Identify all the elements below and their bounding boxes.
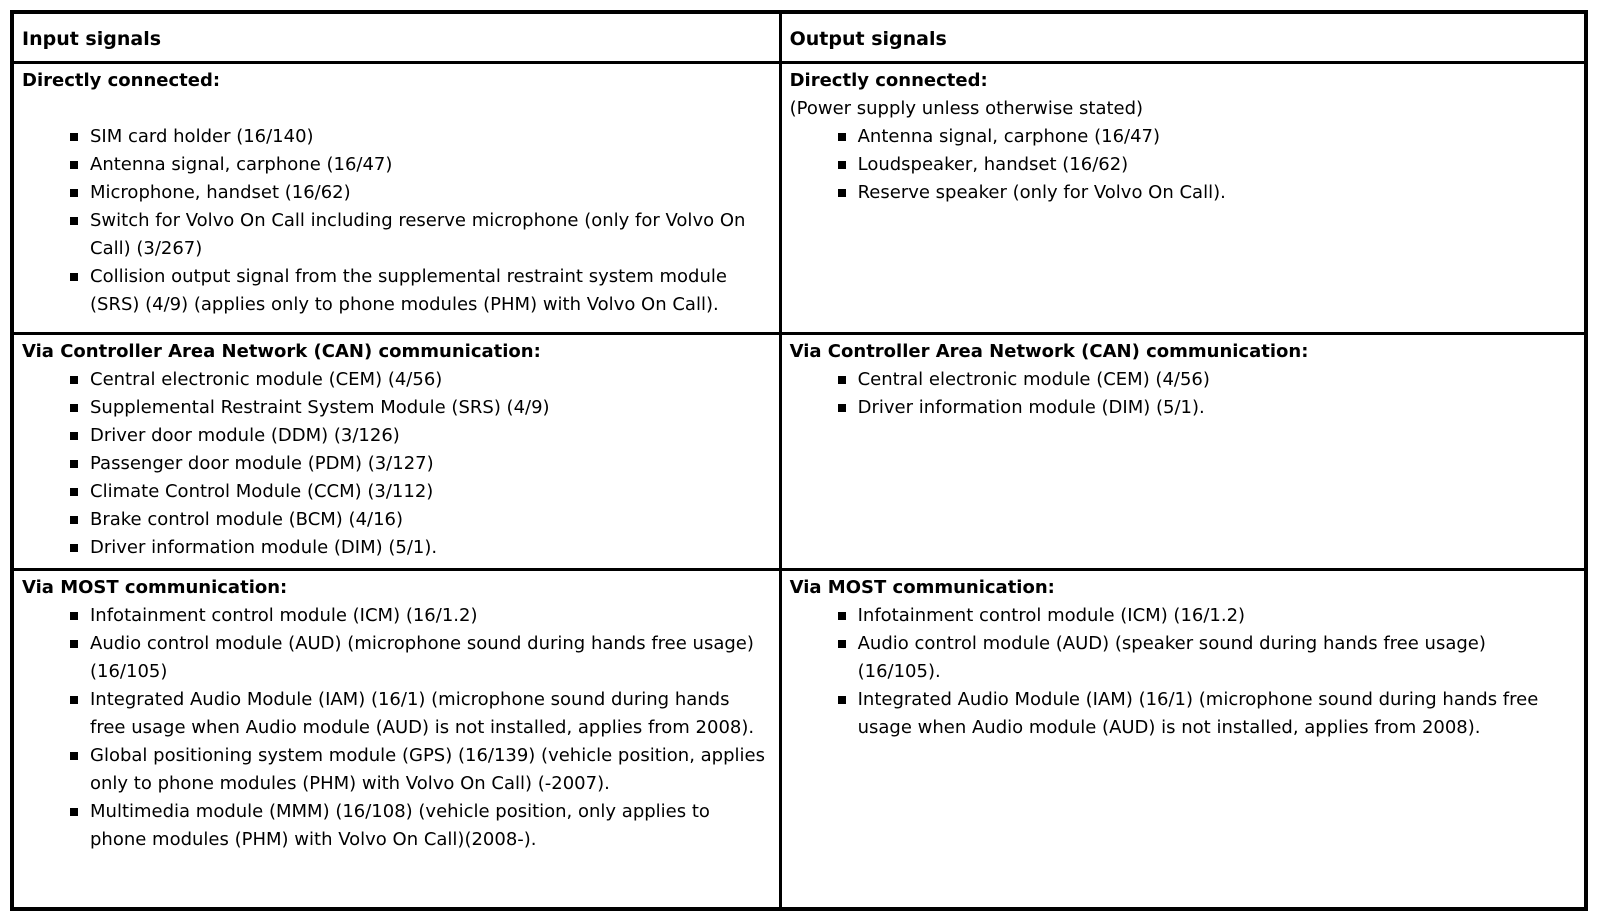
cell-output-directly-connected	[780, 62, 1586, 333]
bullet-list	[22, 366, 769, 562]
list-item: Audio control module (AUD) (microphone sound during hands free usage) (16/105)	[68, 630, 769, 686]
list-item: Audio control module (AUD) (speaker sound during hands free usage) (16/105).	[836, 630, 1574, 686]
cell-output-most	[780, 569, 1586, 909]
list-item: Reserve speaker (only for Volvo On Call).	[836, 179, 1574, 207]
bullet-list	[790, 123, 1574, 207]
list-item: Switch for Volvo On Call including reserve microphone (only for Volvo On Call) (3/267)	[68, 207, 769, 263]
header-row	[12, 12, 1586, 62]
list-item: Driver information module (DIM) (5/1).	[836, 394, 1574, 422]
bullet-list	[22, 123, 769, 319]
section-heading: Directly connected:	[789, 69, 988, 91]
list-item: Integrated Audio Module (IAM) (16/1) (microphone sound during hands free usage when Audio module (AUD) is not installed, applies from 2008).	[68, 686, 769, 742]
list-item: Infotainment control module (ICM) (16/1.2)	[836, 602, 1574, 630]
list-item: SIM card holder (16/140)	[68, 123, 769, 151]
bullet-list	[22, 602, 769, 854]
list-item: Antenna signal, carphone (16/47)	[836, 123, 1574, 151]
list-item: Climate Control Module (CCM) (3/112)	[68, 478, 769, 506]
list-item: Passenger door module (PDM) (3/127)	[68, 450, 769, 478]
list-item: Central electronic module (CEM) (4/56)	[68, 366, 769, 394]
list-item: Collision output signal from the supplemental restraint system module (SRS) (4/9) (applies only to phone modules (PHM) with Volvo On Call).	[68, 263, 769, 319]
bullet-list	[790, 366, 1574, 422]
section-heading: Via Controller Area Network (CAN) communication:	[789, 340, 1309, 362]
cell-input-directly-connected	[12, 62, 780, 333]
table-row-directly-connected	[12, 62, 1586, 333]
list-item: Microphone, handset (16/62)	[68, 179, 769, 207]
table-row-most-communication	[12, 569, 1586, 909]
list-item: Loudspeaker, handset (16/62)	[836, 151, 1574, 179]
cell-output-can	[780, 333, 1586, 569]
bullet-list	[790, 602, 1574, 742]
section-heading: Directly connected:	[22, 69, 221, 91]
list-item: Global positioning system module (GPS) (16/139) (vehicle position, applies only to phone modules (PHM) with Volvo On Call) (-2007).	[68, 742, 769, 798]
section-heading: Via Controller Area Network (CAN) communication:	[22, 340, 541, 362]
list-item: Central electronic module (CEM) (4/56)	[836, 366, 1574, 394]
list-item: Infotainment control module (ICM) (16/1.2)	[68, 602, 769, 630]
section-heading: Via MOST communication:	[789, 576, 1055, 598]
table-row-can-communication	[12, 333, 1586, 569]
section-heading: Via MOST communication:	[22, 576, 288, 598]
cell-input-can	[12, 333, 780, 569]
list-item: Brake control module (BCM) (4/16)	[68, 506, 769, 534]
list-item: Supplemental Restraint System Module (SRS) (4/9)	[68, 394, 769, 422]
list-item: Antenna signal, carphone (16/47)	[68, 151, 769, 179]
cell-input-most	[12, 569, 780, 909]
list-item: Driver information module (DIM) (5/1).	[68, 534, 769, 562]
list-item: Multimedia module (MMM) (16/108) (vehicle position, only applies to phone modules (PHM) with Volvo On Call)(2008-).	[68, 798, 769, 854]
signals-table	[10, 10, 1588, 911]
list-item: Integrated Audio Module (IAM) (16/1) (microphone sound during hands free usage when Audio module (AUD) is not installed, applies from 2008).	[836, 686, 1574, 742]
column-header-output-signals: Output signals	[780, 12, 1586, 62]
column-header-input-signals: Input signals	[12, 12, 780, 62]
section-note: (Power supply unless otherwise stated)	[789, 97, 1144, 119]
list-item: Driver door module (DDM) (3/126)	[68, 422, 769, 450]
